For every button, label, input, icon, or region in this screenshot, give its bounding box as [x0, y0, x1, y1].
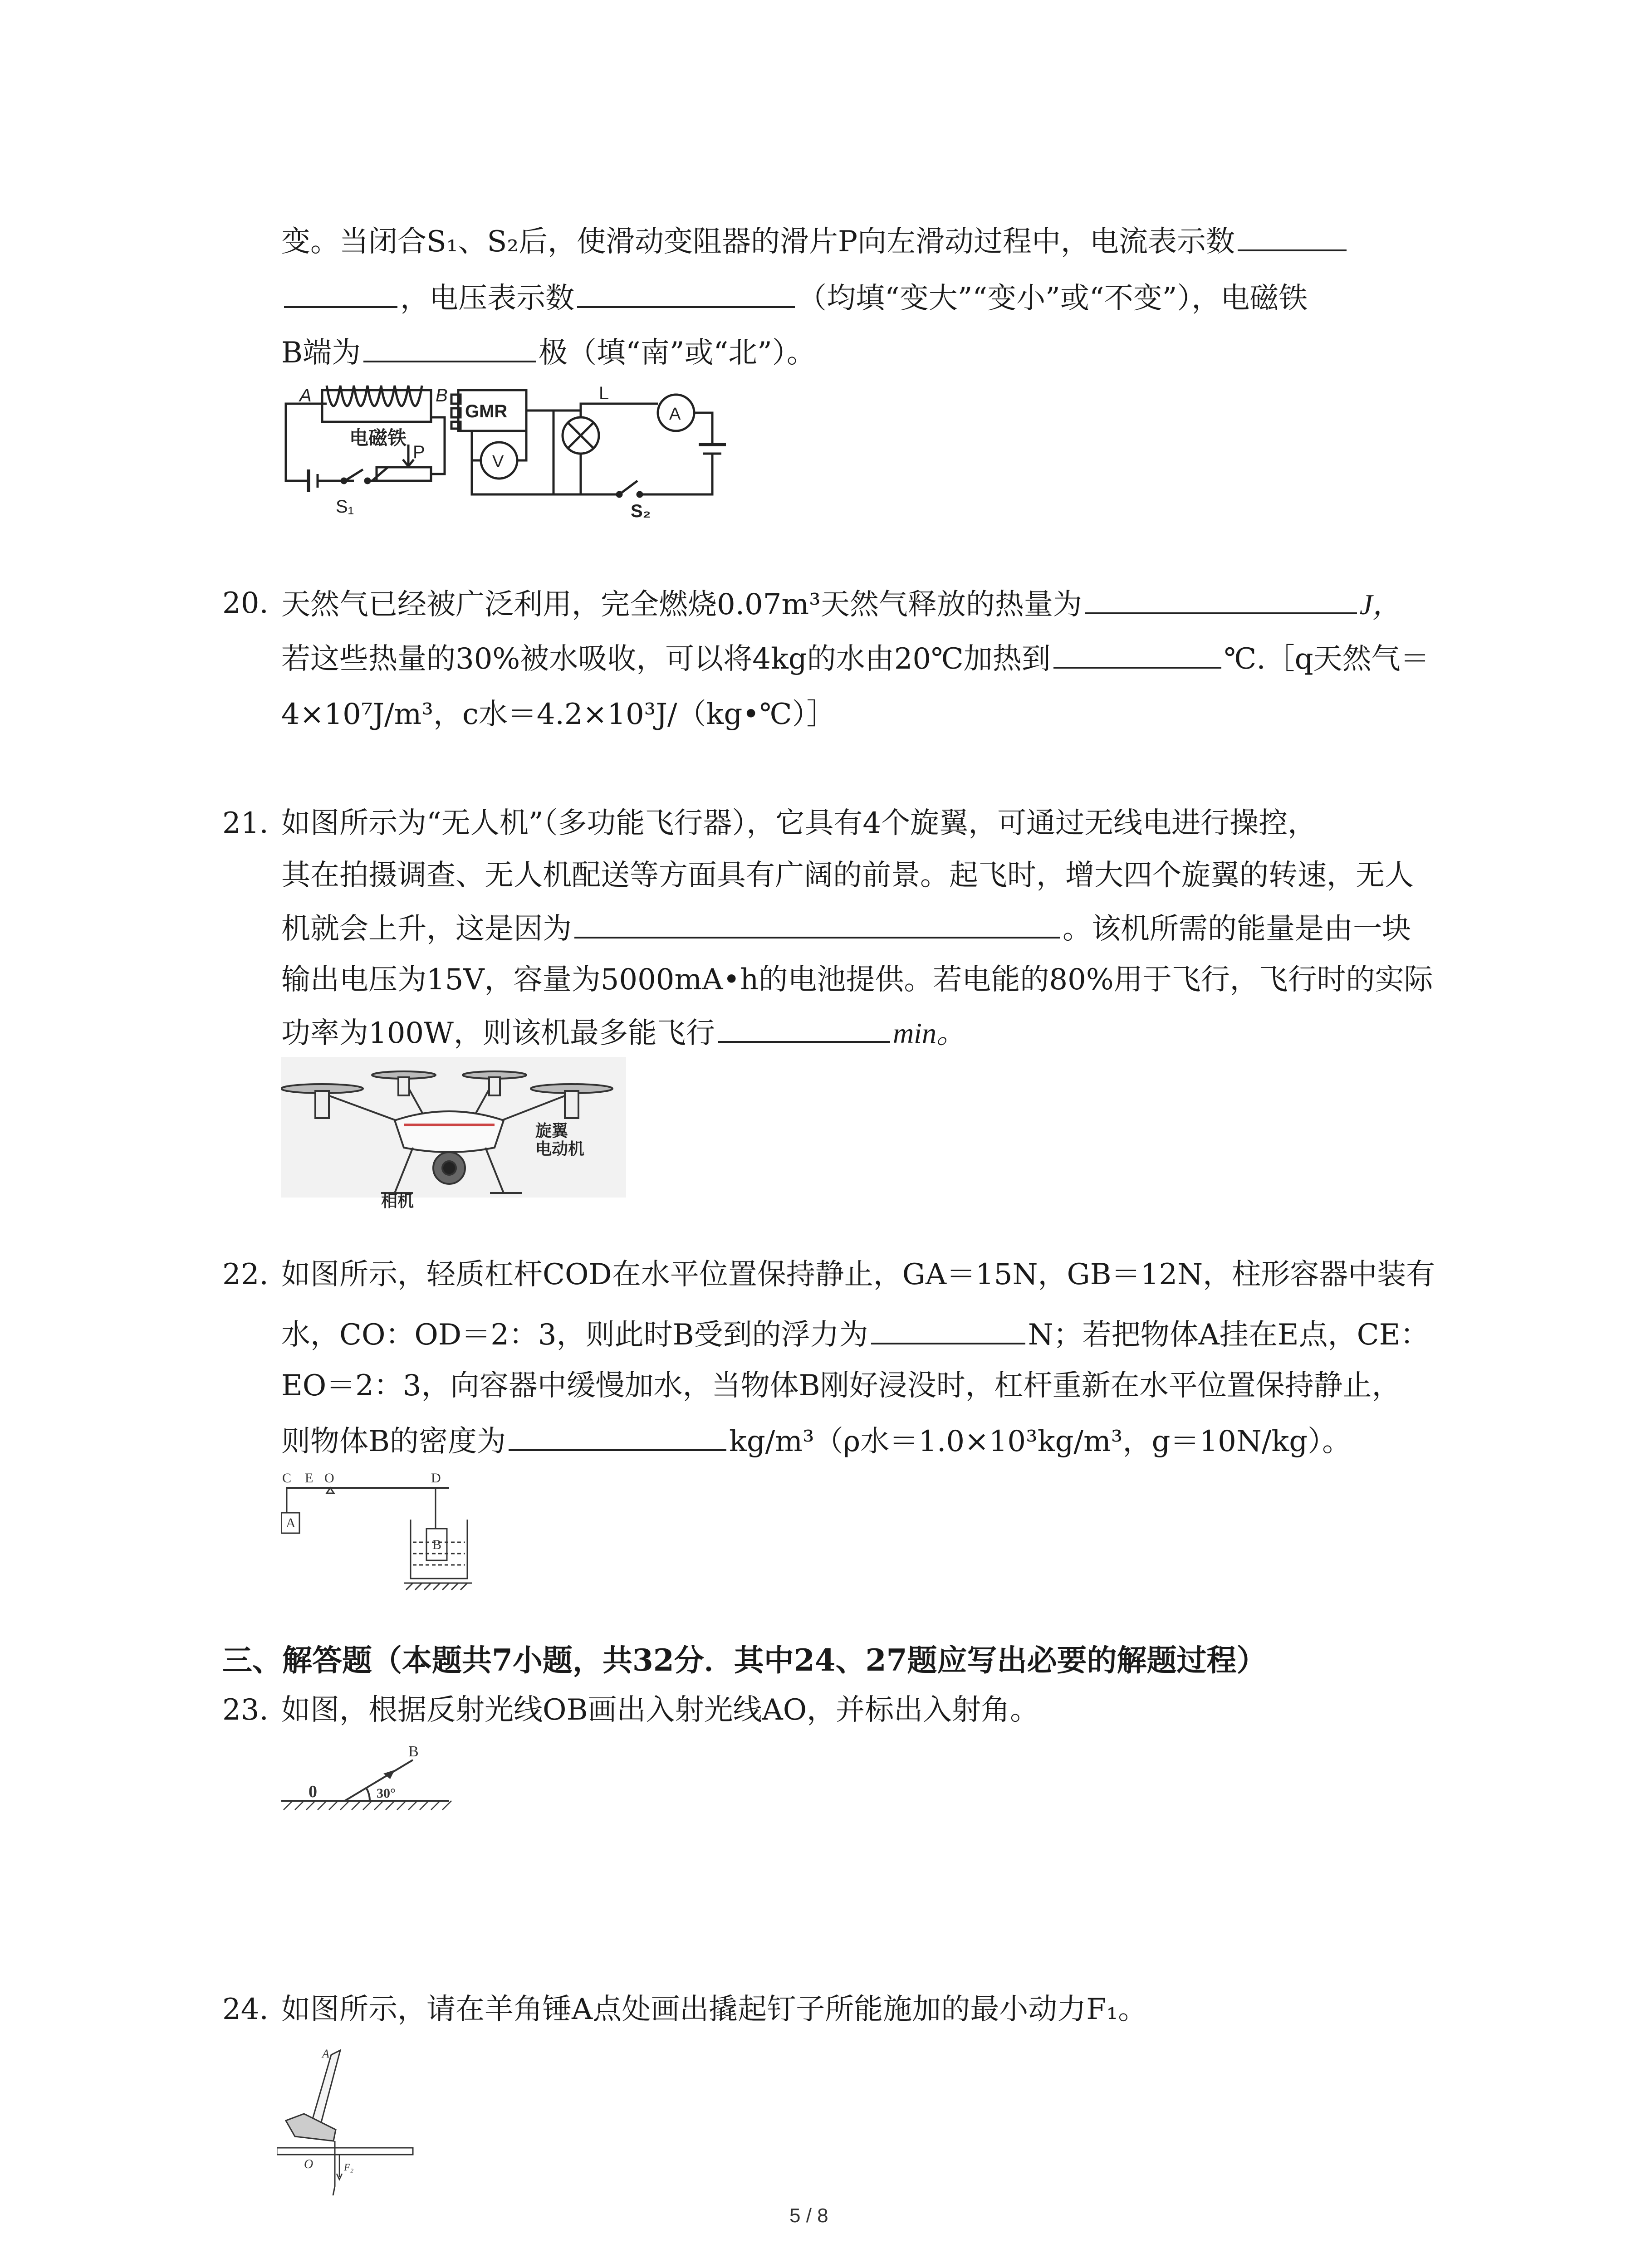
q19-blank-current-2[interactable] [284, 279, 397, 308]
q22-line-1 [281, 1256, 1435, 1293]
q23-label-B: B [408, 1743, 419, 1760]
q21-blank-reason[interactable] [574, 909, 1060, 938]
q24-label-A: A [322, 2047, 329, 2060]
q21-line-1 [281, 805, 1317, 841]
q19-line-2 [281, 279, 1308, 317]
q23-label-O: 0 [309, 1782, 317, 1801]
q20-line-2 [281, 640, 1430, 677]
q19-text-3a: B端为 [281, 336, 361, 370]
q22-label-D: D [431, 1471, 441, 1486]
q22-text-4a: 则物体B的密度为 [281, 1425, 506, 1458]
q19-label-B: B [436, 386, 448, 406]
q24-hammer-figure [277, 2046, 422, 2195]
q24-label-F2: F₂ [344, 2161, 354, 2173]
q20-line-3 [281, 696, 836, 733]
q19-circuit-figure [281, 376, 758, 522]
q19-label-magnet: 电磁铁 [349, 427, 407, 449]
q22-label-E: E [305, 1471, 314, 1486]
q22-blank-buoyancy[interactable] [871, 1315, 1025, 1344]
q20-text-2b: ℃.［q天然气＝ [1224, 642, 1430, 676]
q19-blank-pole[interactable] [363, 333, 536, 362]
q19-label-L: L [599, 383, 609, 403]
q23-number: 23. [222, 1693, 269, 1727]
q22-label-A: A [286, 1515, 296, 1530]
q22-text-4b: kg/m³（ρ水＝1.0×10³kg/m³，g＝10N/kg）。 [729, 1425, 1352, 1458]
q24-label-O: O [304, 2157, 314, 2171]
q22-label-B: B [432, 1537, 442, 1552]
q24-text-1: 如图所示，请在羊角锤A点处画出撬起钉子所能施加的最小动力F₁。 [281, 1993, 1147, 2026]
q21-line-3 [281, 909, 1411, 947]
q22-blank-density[interactable] [509, 1422, 726, 1451]
q20-blank-heat[interactable] [1085, 585, 1357, 614]
q22-text-1: 如图所示，轻质杠杆COD在水平位置保持静止，GA＝15N，GB＝12N，柱形容器中装有 [281, 1258, 1435, 1291]
q23-line-1 [281, 1692, 1039, 1728]
board [277, 2148, 413, 2155]
q19-label-S2: S₂ [631, 501, 651, 521]
q19-line-1 [281, 222, 1349, 260]
q19-text-1: 变。当闭合S₁、S₂后，使滑动变阻器的滑片P向左滑动过程中，电流表示数 [281, 225, 1235, 259]
q21-text-4: 输出电压为15V，容量为5000mA•h的电池提供。若电能的80%用于飞行，飞行时的实际 [281, 963, 1433, 997]
q21-text-2: 其在拍摄调查、无人机配送等方面具有广阔的前景。起飞时，增大四个旋翼的转速，无人 [281, 859, 1414, 892]
q21-text-3a: 机就会上升，这是因为 [281, 912, 572, 946]
q24-line-1 [281, 1991, 1147, 2028]
q21-number: 21. [222, 807, 269, 840]
q22-line-3 [281, 1368, 1401, 1404]
q19-label-A-meter: A [669, 405, 681, 424]
q22-line-4 [281, 1422, 1351, 1460]
q19-text-3b: 极（填“南”或“北”）。 [539, 336, 816, 370]
q21-drone-figure [281, 1057, 626, 1211]
hammer-head [286, 2114, 336, 2141]
q20-line-1 [281, 585, 1401, 623]
q22-text-3: EO＝2：3，向容器中缓慢加水，当物体B刚好浸没时，杠杆重新在水平位置保持静止， [281, 1369, 1401, 1403]
q23-label-angle: 30° [377, 1786, 396, 1801]
section-3-title: 三、解答题（本题共7小题，共32分．其中24、27题应写出必要的解题过程） [222, 1642, 1267, 1678]
coil-windings [327, 386, 422, 406]
q20-text-1a: 天然气已经被广泛利用，完全燃烧0.07m³天然气释放的热量为 [281, 588, 1082, 621]
q19-label-P: P [413, 442, 425, 462]
q23-reflection-figure [281, 1742, 454, 1823]
q23-text-1: 如图，根据反射光线OB画出入射光线AO，并标出入射角。 [281, 1693, 1039, 1727]
drone-body [395, 1111, 504, 1152]
q19-line-3 [281, 333, 816, 371]
q22-number: 22. [222, 1258, 269, 1291]
q19-text-2b: （均填“变大”“变小”或“不变”），电磁铁 [798, 282, 1308, 315]
q21-text-5b: min。 [892, 1017, 965, 1049]
q22-text-2b: N；若把物体A挂在E点，CE： [1028, 1318, 1430, 1352]
q22-line-2 [281, 1315, 1429, 1353]
page-number: 5 / 8 [789, 2204, 828, 2227]
q22-text-2a: 水，CO：OD＝2：3，则此时B受到的浮力为 [281, 1318, 868, 1352]
q19-text-2a: ，电压表示数 [400, 282, 574, 315]
q20-text-2a: 若这些热量的30%被水吸收，可以将4kg的水由20℃加热到 [281, 642, 1051, 676]
q19-label-A: A [299, 386, 312, 406]
q19-label-GMR: GMR [465, 401, 508, 421]
q21-label-motor: 电动机 [535, 1139, 585, 1158]
q20-text-3: 4×10⁷J/m³，c水＝4.2×10³J/（kg•℃）］ [281, 698, 836, 731]
q20-number: 20. [222, 587, 269, 620]
q20-blank-temp[interactable] [1053, 640, 1221, 669]
q21-label-rotor: 旋翼 [535, 1121, 568, 1140]
q24-number: 24. [222, 1993, 269, 2026]
q21-text-3b: 。该机所需的能量是由一块 [1063, 912, 1411, 946]
q22-label-O: O [324, 1471, 334, 1486]
q19-label-V: V [492, 452, 504, 471]
q19-label-S1: S₁ [336, 497, 354, 517]
q21-blank-time[interactable] [718, 1014, 890, 1043]
q19-blank-voltage[interactable] [577, 279, 795, 308]
q22-lever-figure [281, 1470, 499, 1597]
q21-line-5 [281, 1014, 965, 1051]
q21-line-4 [281, 962, 1433, 998]
q19-blank-current-1[interactable] [1238, 222, 1347, 251]
q21-label-camera: 相机 [381, 1192, 414, 1210]
q21-text-1: 如图所示为“无人机”（多功能飞行器），它具有4个旋翼，可通过无线电进行操控， [281, 807, 1317, 840]
hammer-handle [311, 2050, 340, 2127]
q21-text-5a: 功率为100W，则该机最多能飞行 [281, 1017, 715, 1050]
q22-label-C: C [282, 1471, 292, 1486]
q21-line-2 [281, 857, 1414, 894]
q20-text-1b: J， [1359, 588, 1402, 621]
